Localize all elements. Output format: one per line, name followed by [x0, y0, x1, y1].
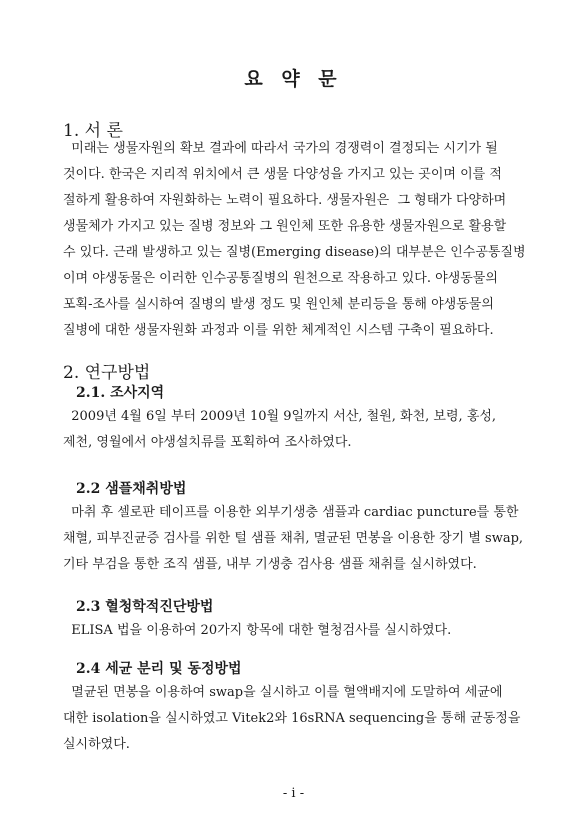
sampling-method-paragraph	[63, 500, 526, 578]
introduction-paragraph	[63, 136, 526, 344]
paragraph-line: 제천, 영월에서 야생설치류를 포획하여 조사하였다.	[63, 435, 352, 450]
paragraph-line: 기타 부검을 통한 조직 샘플, 내부 기생충 검사용 샘플 채취를 실시하였다.	[63, 557, 477, 572]
paragraph-line: 실시하였다.	[63, 737, 130, 752]
paragraph-line: ELISA 법을 이용하여 20가지 항목에 대한 혈청검사를 실시하였다.	[63, 623, 452, 638]
paragraph-line: 멸균된 면봉을 이용하여 swap을 실시하고 이를 혈액배지에 도말하여 세균에	[63, 685, 503, 700]
section-heading-methods: 2. 연구방법	[63, 363, 151, 383]
survey-area-paragraph	[63, 404, 526, 456]
bacteria-method-paragraph	[63, 680, 526, 758]
paragraph-line: 포획-조사를 실시하여 질병의 발생 정도 및 원인체 분리등을 통해 야생동물의	[63, 297, 494, 312]
subsection-heading-bacteria-method: 2.4 세균 분리 및 동정방법	[76, 661, 242, 677]
paragraph-line: 것이다. 한국은 지리적 위치에서 큰 생물 다양성을 가지고 있는 곳이며 이를 적	[63, 167, 502, 182]
subsection-heading-survey-area: 2.1. 조사지역	[76, 385, 165, 401]
paragraph-line: 이며 야생동물은 이러한 인수공통질병의 원천으로 작용하고 있다. 야생동물의	[63, 271, 498, 286]
paragraph-line: 질병에 대한 생물자원화 과정과 이를 위한 체계적인 시스템 구축이 필요하다.	[63, 323, 494, 338]
serology-method-paragraph	[63, 618, 526, 644]
paragraph-line: 대한 isolation을 실시하였고 Vitek2와 16sRNA sequencing을 통해 균동정을	[63, 711, 521, 726]
paragraph-line: 생물체가 가지고 있는 질병 정보와 그 원인체 또한 유용한 생물자원으로 활용할	[63, 219, 507, 234]
paragraph-line: 2009년 4월 6일 부터 2009년 10월 9일까지 서산, 철원, 화천, 보령, 홍성,	[63, 409, 497, 424]
section-heading-introduction: 1. 서 론	[63, 121, 123, 141]
page-number: - i -	[282, 786, 305, 801]
paragraph-line: 수 있다. 근래 발생하고 있는 질병(Emerging disease)의 대부분은 인수공통질병	[63, 245, 526, 260]
paragraph-line: 미래는 생물자원의 확보 결과에 따라서 국가의 경쟁력이 결정되는 시기가 될	[63, 141, 498, 156]
paragraph-line: 마취 후 셀로판 테이프를 이용한 외부기생충 샘플과 cardiac puncture를 통한	[63, 505, 519, 520]
subsection-heading-sampling-method: 2.2 샘플채취방법	[76, 481, 187, 497]
subsection-heading-serology-method: 2.3 혈청학적진단방법	[76, 599, 214, 615]
paragraph-line: 절하게 활용하여 자원화하는 노력이 필요하다. 생물자원은 그 형태가 다양하며	[63, 193, 507, 208]
paragraph-line: 채혈, 피부진균증 검사를 위한 털 샘플 채취, 멸균된 면봉을 이용한 장기 별 swap,	[63, 531, 524, 546]
page-title: 요 약 문	[244, 68, 343, 90]
